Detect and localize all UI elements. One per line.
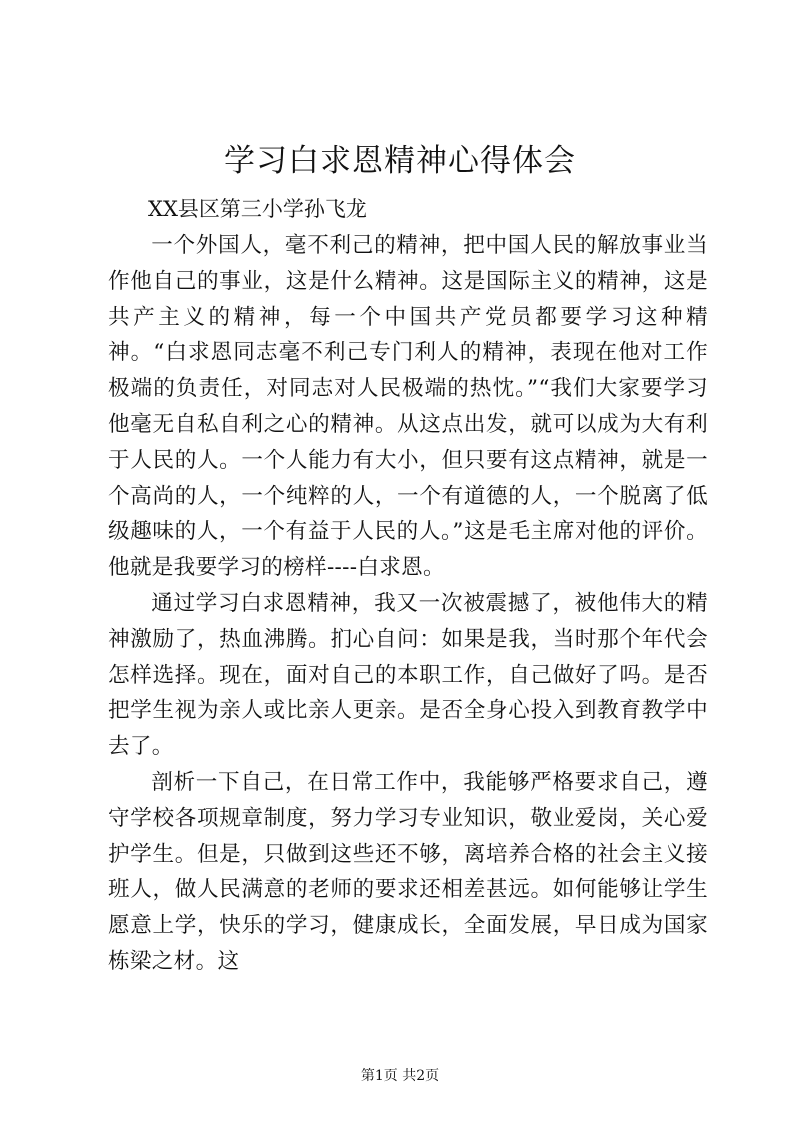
document-author: XX县区第三小学孙飞龙: [148, 197, 367, 221]
paragraph: 剖析一下自己，在日常工作中，我能够严格要求自己，遵守学校各项规章制度，努力学习专业知识，敬业爱岗，关心爱护学生。但是，只做到这些还不够，离培养合格的社会主义接班人，做人民满意的老师的要求还相差甚远。如何能够让学生愿意上学，快乐的学习，健康成长，全面发展，早日成为国家栋梁之材。这: [108, 769, 708, 974]
page-footer: 第1页 共2页: [360, 1068, 440, 1084]
paragraph: 一个外国人，毫不利己的精神，把中国人民的解放事业当作他自己的事业，这是什么精神。这是国际主义的精神，这是共产主义的精神，每一个中国共产党员都要学习这种精神。“白求恩同志毫不利己专门利人的精神，表现在他对工作极端的负责任，对同志对人民极端的热忱。”“我们大家要学习他毫无自私自利之心的精神。从这点出发，就可以成为大有利于人民的人。一个人能力有大小，但只要有这点精神，就是一个高尚的人，一个纯粹的人，一个有道德的人，一个脱离了低级趣味的人，一个有益于人民的人。”这是毛主席对他的评价。他就是我要学习的榜样----白求恩。: [108, 233, 708, 581]
document-body: [108, 228, 708, 980]
document-title: 学习白求恩精神心得体会: [224, 143, 576, 179]
paragraph: 通过学习白求恩精神，我又一次被震撼了，被他伟大的精神激励了，热血沸腾。扪心自问：如果是我，当时那个年代会怎样选择。现在，面对自己的本职工作，自己做好了吗。是否把学生视为亲人或比亲人更亲。是否全身心投入到教育教学中去了。: [108, 590, 708, 760]
